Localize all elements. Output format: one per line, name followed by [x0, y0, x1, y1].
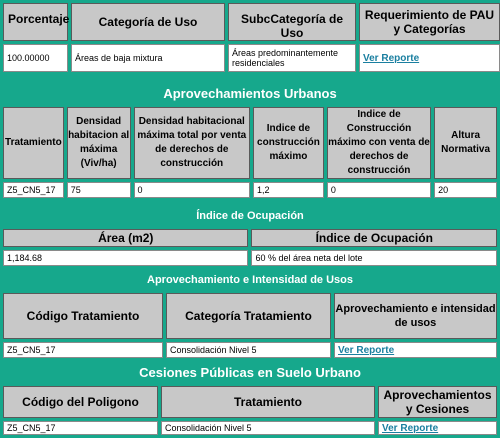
value-indice-construccion: 1,2 — [253, 182, 324, 198]
value-codigo-tratamiento: Z5_CN5_17 — [3, 342, 163, 358]
header-subcategoria-uso: SubcCategoría de Uso — [228, 3, 356, 41]
header-codigo-poligono: Código del Poligono — [3, 386, 158, 418]
header-codigo-tratamiento: Código Tratamiento — [3, 293, 163, 339]
ver-reporte-link-cesiones[interactable]: Ver Reporte — [382, 422, 439, 434]
value-densidad-total-venta: 0 — [134, 182, 250, 198]
value-altura-normativa: 20 — [434, 182, 497, 198]
value-area: 1,184.68 — [3, 250, 248, 266]
header-categoria-uso: Categoría de Uso — [71, 3, 225, 41]
value-tratamiento: Z5_CN5_17 — [3, 182, 64, 198]
value-codigo-poligono: Z5_CN5_17 — [3, 421, 158, 435]
value-indice-construccion-venta: 0 — [327, 182, 431, 198]
value-porcentaje: 100.00000 — [3, 44, 68, 72]
value-densidad-maxima: 75 — [67, 182, 131, 198]
value-tratamiento-cesiones: Consolidación Nivel 5 — [161, 421, 375, 435]
indice-ocupacion-table — [0, 226, 500, 269]
value-subcategoria-uso: Áreas predominantemente residenciales — [228, 44, 356, 72]
value-categoria-tratamiento: Consolidación Nivel 5 — [166, 342, 331, 358]
header-aprovechamiento-intensidad: Aprovechamiento e intensidad de usos — [334, 293, 497, 339]
header-altura-normativa: Altura Normativa — [434, 107, 497, 179]
header-categoria-tratamiento: Categoría Tratamiento — [166, 293, 331, 339]
header-tratamiento: Tratamiento — [3, 107, 64, 179]
header-indice-construccion: Indice de construcción máximo — [253, 107, 324, 179]
cesiones-table — [0, 383, 500, 438]
value-categoria-uso: Áreas de baja mixtura — [71, 44, 225, 72]
header-area: Área (m2) — [3, 229, 248, 247]
header-indice-ocupacion: Índice de Ocupación — [251, 229, 497, 247]
header-indice-construccion-venta: Indice de Construcción máximo con venta de derechos de construcción — [327, 107, 431, 179]
header-densidad-total-venta: Densidad habitacional máxima total por venta de derechos de construcción — [134, 107, 250, 179]
uso-table — [0, 0, 500, 75]
ver-reporte-link-intensidad[interactable]: Ver Reporte — [338, 344, 395, 356]
value-indice-ocupacion: 60 % del área neta del lote — [251, 250, 497, 266]
header-porcentaje: Porcentaje — [3, 3, 68, 41]
aprovechamientos-table — [0, 104, 500, 201]
aprovechamiento-intensidad-table — [0, 290, 500, 361]
section-title-indice-ocupacion: Índice de Ocupación — [0, 206, 500, 226]
section-title-cesiones: Cesiones Públicas en Suelo Urbano — [0, 362, 500, 384]
section-title-aprovechamientos: Aprovechamientos Urbanos — [0, 84, 500, 104]
header-aprovechamientos-cesiones: Aprovechamientos y Cesiones — [378, 386, 497, 418]
header-tratamiento-cesiones: Tratamiento — [161, 386, 375, 418]
header-requerimiento-pau: Requerimiento de PAU y Categorías — [359, 3, 500, 41]
section-title-aprovechamiento-intensidad: Aprovechamiento e Intensidad de Usos — [0, 270, 500, 290]
header-densidad-maxima: Densidad habitacion al máxima (Viv/ha) — [67, 107, 131, 179]
ver-reporte-link-pau[interactable]: Ver Reporte — [363, 52, 420, 64]
